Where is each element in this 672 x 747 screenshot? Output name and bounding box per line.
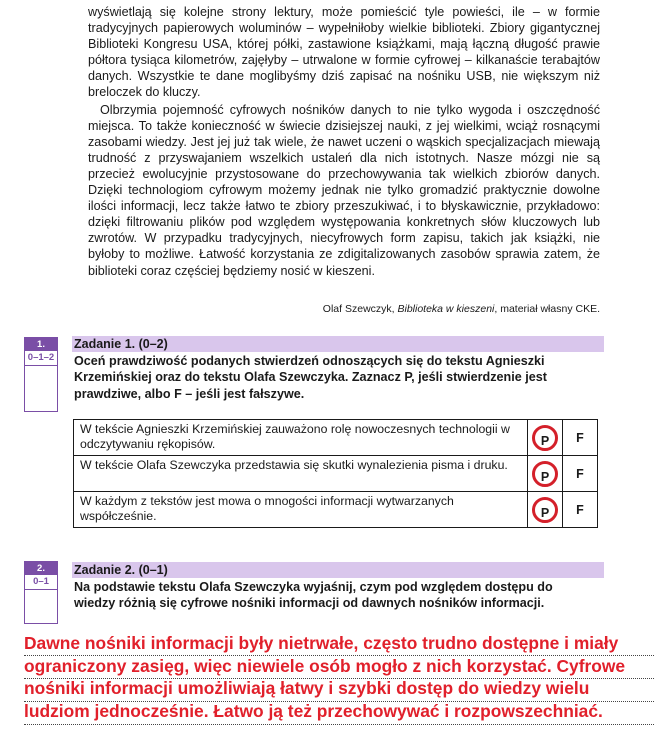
source-note: , materiał własny CKE.: [494, 303, 600, 315]
option-f-1[interactable]: F: [563, 420, 598, 456]
option-p-1[interactable]: [528, 420, 563, 456]
passage-paragraph-2: Olbrzymia pojemność cyfrowych nośników danych to nie tylko wygoda i oszczędność miejsca. To także konieczność w świecie dzisiejszej nauki, z jej wielkimi, wciąż rosnącymi zasobami wiedzy. Jest jej już tak wiele, że nawet uczeni o wąskich specjalizacjach miewają trudność z przyswajaniem wszelkich ustaleń dla nich istotnych. Nasze mózgi nie są przecież ewolucyjnie przystosowane do przechowywania tak wielkich zbiorów danych. Dzięki technologiom cyfrowym możemy jednak nie tylko gromadzić praktycznie dowolne ilości informacji, lecz także łatwo te zbiory przeszukiwać, i to błyskawicznie, przykładowo: dzięki filtrowaniu plików pod względem występowania konkretnych słów kluczowych lub zwrotów. W przypadku tradycyjnych, niecyfrowych form zapisu, takich jak książki, nie byłoby to możliwe. Łatwość korzystania ze zdigitalizowanych zasobów sprawia zatem, że biblioteki coraz częściej będziemy nosić w kieszeni.: [88, 102, 600, 278]
reading-passage: [88, 4, 600, 279]
answer-line-4: [24, 724, 654, 725]
task2-instruction: Na podstawie tekstu Olafa Szewczyka wyjaśnij, czym pod względem dostępu do wiedzy różnią się cyfrowe nośniki informacji od dawnych nośników informacji.: [74, 580, 553, 611]
task1-score-box: [24, 337, 58, 412]
true-false-table: [73, 419, 598, 528]
passage-source: [300, 303, 600, 315]
source-author: Olaf Szewczyk,: [322, 303, 398, 315]
option-f-2[interactable]: F: [563, 456, 598, 492]
task2-heading: Zadanie 2. (0–1): [72, 562, 604, 578]
option-p-2[interactable]: [528, 456, 563, 492]
circle-mark-3: P: [532, 497, 558, 523]
source-title: Biblioteka w kieszeni: [397, 303, 495, 315]
passage-paragraph-1: wyświetlają się kolejne strony lektury, może pomieścić tyle powieści, ile – w formie tradycyjnych papierowych woluminów – wypełniłoby wielkie biblioteki. Zbiory gigantycznej Biblioteki Kongresu USA, której półki, zastawione książkami, mają łączną długość prawie półtora tysiąca kilometrów, zajęłyby – utrwalone w formie cyfrowej – kilkanaście terabajtów danych. Wszystkie te dane moglibyśmy dziś zapisać na nośniku USB, nie większym niż breloczek do kluczy.: [88, 5, 600, 100]
task2-score-field[interactable]: [25, 590, 57, 623]
task1-instruction: Oceń prawdziwość podanych stwierdzeń odnoszących się do tekstu Agnieszki Krzemińskiej oraz do tekstu Olafa Szewczyka. Zaznacz P, jeśli stwierdzenie jest prawdziwe, albo F – jeśli jest fałszywe.: [74, 354, 547, 401]
handwritten-answer[interactable]: Dawne nośniki informacji były nietrwałe, często trudno dostępne i miały ograniczony zasięg, więc niewiele osób mogło z nich korzystać. Cyfrowe nośniki informacji umożliwiają łatwy i szybki dostęp do wiedzy wielu ludziom jednocześnie. Łatwo ją też przechowywać i rozpowszechniać.: [24, 633, 626, 721]
option-p-3[interactable]: [528, 492, 563, 528]
task2-score-box: [24, 561, 58, 624]
table-row: [74, 492, 598, 528]
table-row: [74, 420, 598, 456]
task1-points: 0–1–2: [25, 351, 57, 366]
circle-mark-2: P: [532, 461, 558, 487]
task1-score-field[interactable]: [25, 366, 57, 411]
task1-number: 1.: [25, 338, 57, 351]
task2-points: 0–1: [25, 575, 57, 590]
table-row: [74, 456, 598, 492]
option-f-3[interactable]: F: [563, 492, 598, 528]
circle-mark-1: P: [532, 425, 558, 451]
statement-2: W tekście Olafa Szewczyka przedstawia się skutki wynalezienia pisma i druku.: [74, 456, 528, 492]
statement-3: W każdym z tekstów jest mowa o mnogości informacji wytwarzanych współcześnie.: [74, 492, 528, 528]
statement-1: W tekście Agnieszki Krzemińskiej zauważono rolę nowoczesnych technologii w odczytywaniu rękopisów.: [74, 420, 528, 456]
task1-heading: Zadanie 1. (0–2): [72, 336, 604, 352]
task2-number: 2.: [25, 562, 57, 575]
